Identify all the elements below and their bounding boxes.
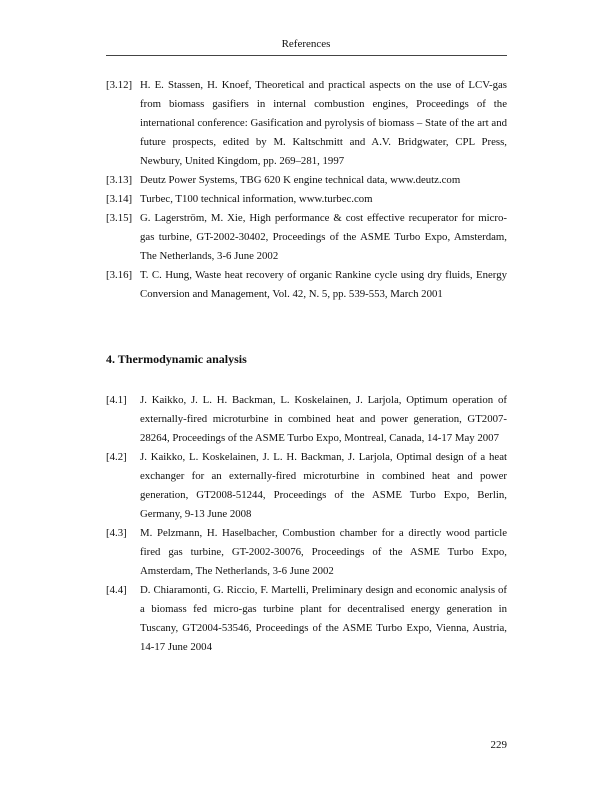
- reference-number: [4.4]: [106, 584, 127, 596]
- reference-number: [4.2]: [106, 451, 127, 463]
- reference-number: [3.16]: [106, 269, 133, 281]
- reference-number: [4.1]: [106, 394, 127, 406]
- reference-entry: [106, 391, 507, 448]
- reference-text: T. C. Hung, Waste heat recovery of organic Rankine cycle using dry fluids, Energy Conversion and Management, Vol. 42, N. 5, pp. 539-553, March 2001: [140, 269, 507, 300]
- reference-entry: [106, 190, 507, 209]
- reference-entry: [106, 171, 507, 190]
- page-number: 229: [490, 739, 507, 751]
- section-heading: 4. Thermodynamic analysis: [106, 352, 247, 366]
- reference-number: [4.3]: [106, 527, 127, 539]
- reference-list-chapter-4: [106, 391, 507, 657]
- reference-text: H. E. Stassen, H. Knoef, Theoretical and practical aspects on the use of LCV-gas from biomass gasifiers in internal combustion engines, Proceedings of the international conference: Gasification and pyrolysis of biomass – State of the art and future prospects, edited by M. Kaltschmitt and A.V. Bridgwater, CPL Press, Newbury, United Kingdom, pp. 269–281, 1997: [140, 79, 507, 167]
- reference-entry: [106, 76, 507, 171]
- reference-entry: [106, 209, 507, 266]
- reference-text: Turbec, T100 technical information, www.turbec.com: [140, 193, 373, 205]
- header-divider: [106, 55, 507, 56]
- reference-list-chapter-3: [106, 76, 507, 304]
- reference-entry: [106, 448, 507, 524]
- reference-number: [3.12]: [106, 79, 133, 91]
- reference-entry: [106, 524, 507, 581]
- reference-text: G. Lagerström, M. Xie, High performance & cost effective recuperator for micro-gas turbine, GT-2002-30402, Proceedings of the ASME Turbo Expo, Amsterdam, The Netherlands, 3-6 June 2002: [140, 212, 507, 262]
- reference-entry: [106, 266, 507, 304]
- reference-text: D. Chiaramonti, G. Riccio, F. Martelli, Preliminary design and economic analysis of a biomass fed micro-gas turbine plant for decentralised energy generation in Tuscany, GT2004-53546, Proceedings of the ASME Turbo Expo, Vienna, Austria, 14-17 June 2004: [140, 584, 507, 653]
- reference-number: [3.15]: [106, 212, 133, 224]
- reference-entry: [106, 581, 507, 657]
- reference-text: J. Kaikko, L. Koskelainen, J. L. H. Backman, J. Larjola, Optimal design of a heat exchanger for an externally-fired microturbine in combined heat and power generation, GT2008-51244, Proceedings of the ASME Turbo Expo, Berlin, Germany, 9-13 June 2008: [140, 451, 507, 520]
- reference-text: J. Kaikko, J. L. H. Backman, L. Koskelainen, J. Larjola, Optimum operation of externally-fired microturbine in combined heat and power generation, GT2007-28264, Proceedings of the ASME Turbo Expo, Montreal, Canada, 14-17 May 2007: [140, 394, 507, 444]
- reference-text: M. Pelzmann, H. Haselbacher, Combustion chamber for a directly wood particle fired gas turbine, GT-2002-30076, Proceedings of the ASME Turbo Expo, Amsterdam, The Netherlands, 3-6 June 2002: [140, 527, 507, 577]
- reference-number: [3.13]: [106, 174, 133, 186]
- running-header: References: [281, 38, 331, 50]
- reference-text: Deutz Power Systems, TBG 620 K engine technical data, www.deutz.com: [140, 174, 461, 186]
- reference-number: [3.14]: [106, 193, 133, 205]
